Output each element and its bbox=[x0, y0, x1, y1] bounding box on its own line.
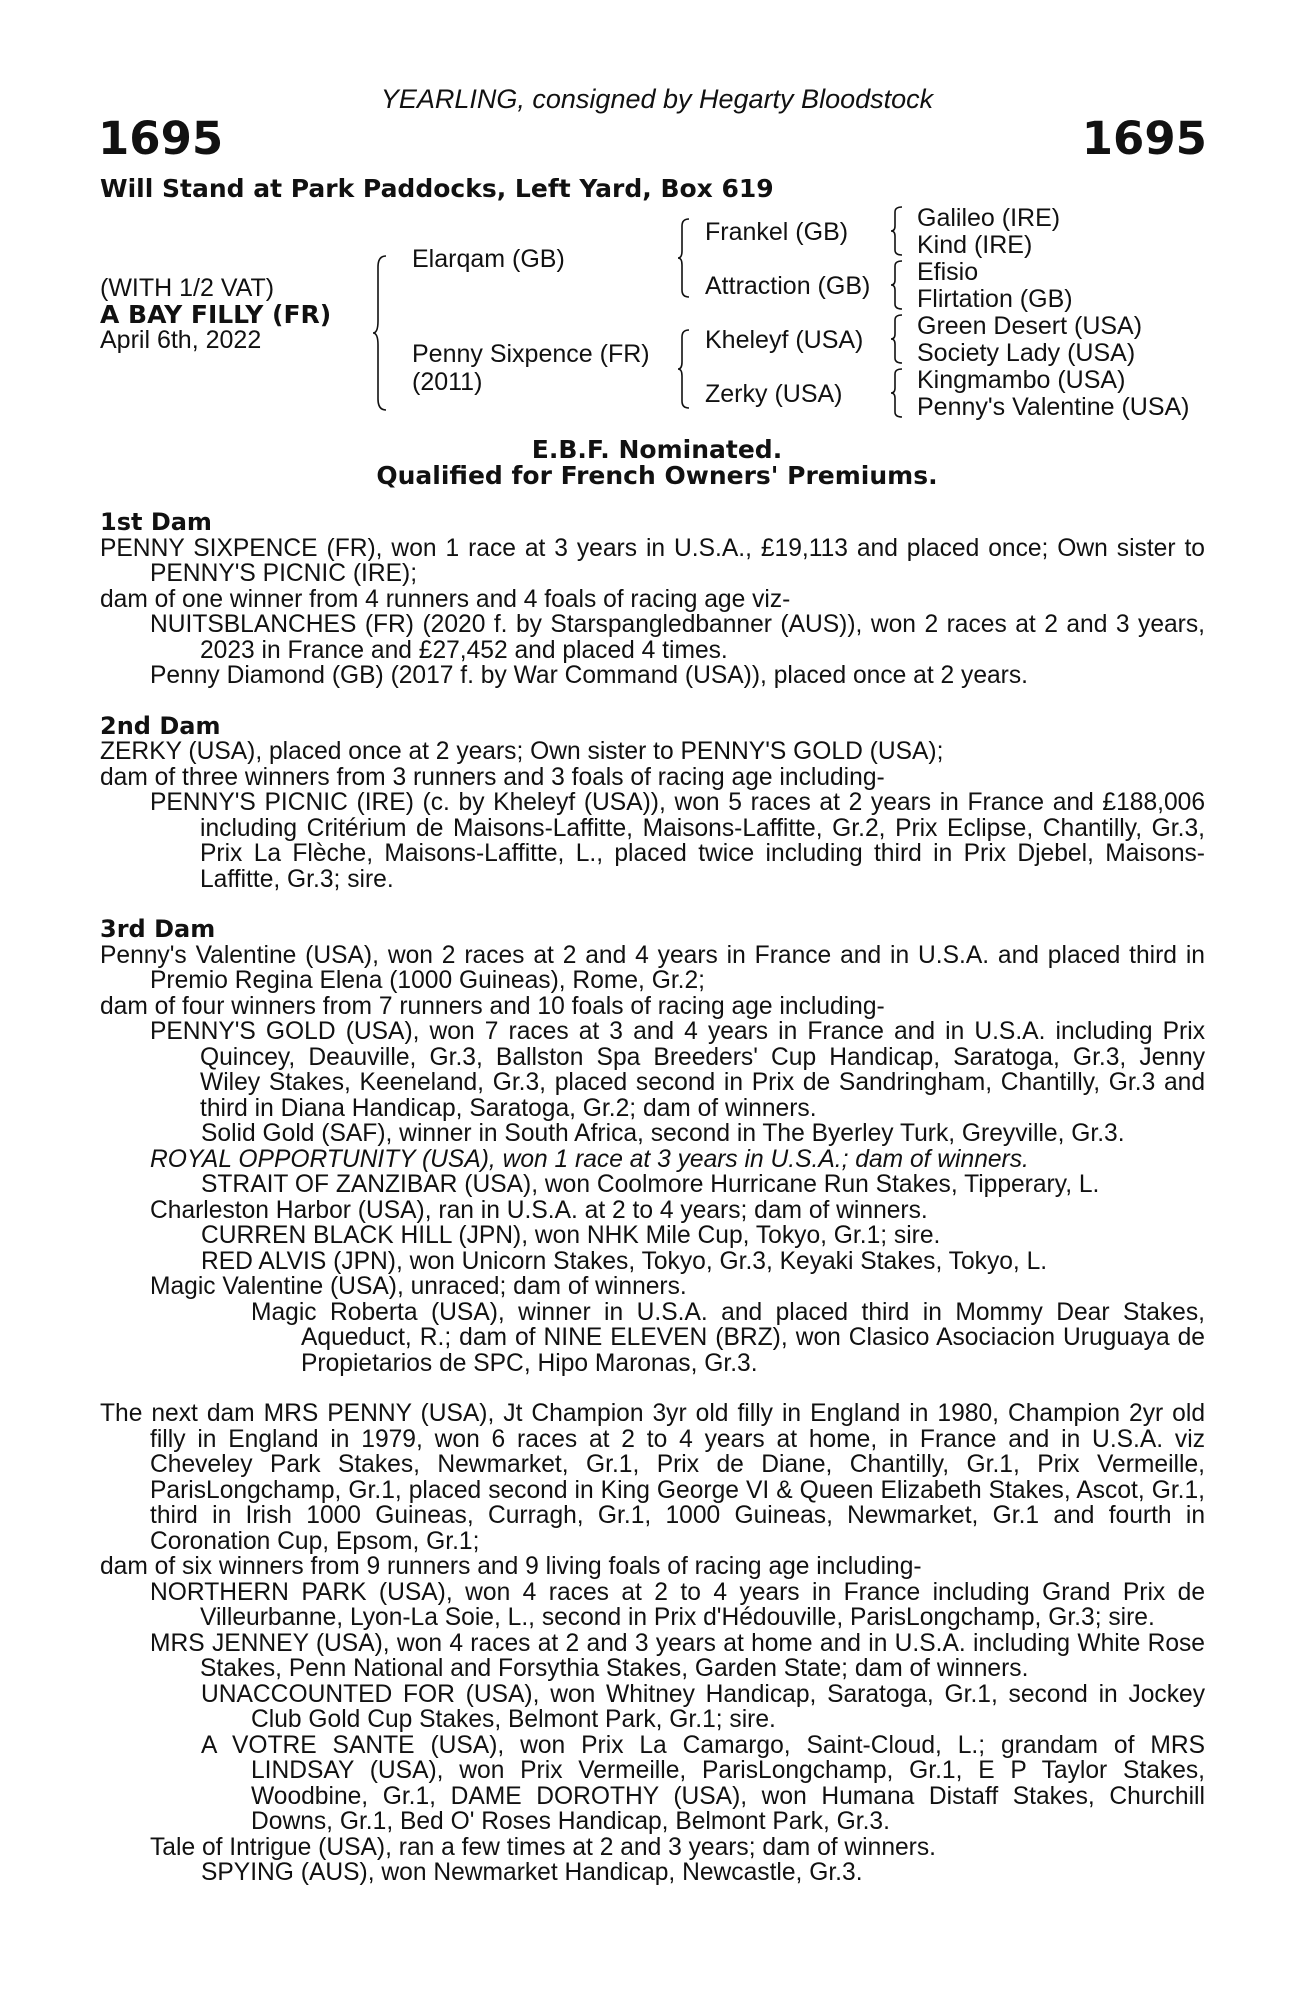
first-dam-foal: Penny Diamond (GB) (2017 f. by War Command (USA)), placed once at 2 years. bbox=[150, 662, 1028, 689]
pedigree-brace-ds bbox=[890, 314, 904, 364]
next-dam-para: The next dam MRS PENNY (USA), Jt Champion 3yr old filly in England in 1980, Champion 2yr old filly in England in 1979, won 6 races at 2 to 4 years at home, in France and in U.S.A. viz Cheveley Park Stakes, Newmarket, Gr.1, Prix de Diane, Chantilly, Gr.1, Prix Vermeille, ParisLongchamp, Gr.1, placed second in King George VI & Queen Elizabeth Stakes, Ascot, Gr.1, third in Irish 1000 Guineas, Curragh, Gr.1, 1000 Guineas, Newmarket, Gr.1 and fourth in Coronation Cup, Epsom, Gr.1; bbox=[100, 1400, 1205, 1555]
pedigree-dam-year: (2011) bbox=[412, 368, 483, 396]
pedigree-sds: Efisio bbox=[917, 258, 979, 286]
second-dam-heading: 2nd Dam bbox=[100, 711, 221, 740]
lot-number-left: 1695 bbox=[98, 112, 224, 165]
pedigree-dds: Kingmambo (USA) bbox=[917, 366, 1126, 394]
vat-note: (WITH 1/2 VAT) bbox=[100, 274, 275, 302]
horse-dob: April 6th, 2022 bbox=[100, 326, 262, 354]
first-dam-foal: NUITSBLANCHES (FR) (2020 f. by Starspangledbanner (AUS)), won 2 races at 2 and 3 years, 2023 in France and £27,452 and placed 4 times. bbox=[150, 611, 1205, 664]
pedigree-brace-dam bbox=[677, 329, 691, 409]
stand-location: Will Stand at Park Paddocks, Left Yard, Box 619 bbox=[100, 174, 774, 203]
second-dam-para: ZERKY (USA), placed once at 2 years; Own sister to PENNY'S GOLD (USA); bbox=[100, 738, 944, 765]
consigned-line: YEARLING, consigned by Hegarty Bloodstock bbox=[380, 84, 934, 114]
catalogue-body bbox=[100, 510, 1205, 1886]
next-dam-descendant: UNACCOUNTED FOR (USA), won Whitney Handicap, Saratoga, Gr.1, second in Jockey Club Gold Cup Stakes, Belmont Park, Gr.1; sire. bbox=[201, 1680, 1205, 1733]
pedigree-ddd: Penny's Valentine (USA) bbox=[917, 393, 1190, 421]
pedigree-dsd: Society Lady (USA) bbox=[917, 339, 1136, 367]
first-dam-para: PENNY SIXPENCE (FR), won 1 race at 3 years in U.S.A., £19,113 and placed once; Own sister to PENNY'S PICNIC (IRE); bbox=[100, 534, 1205, 587]
ebf-nominated: E.B.F. Nominated. bbox=[531, 435, 783, 464]
third-dam-foal: PENNY'S GOLD (USA), won 7 races at 3 and 4 years in France and in U.S.A. including Prix Quincey, Deauville, Gr.3, Ballston Spa Breeders' Cup Handicap, Saratoga, Gr.3, Jenny Wiley Stakes, Keeneland, Gr.3, placed second in Prix de Sandringham, Chantilly, Gr.3 and third in Diana Handicap, Saratoga, Gr.2; dam of winners. bbox=[150, 1018, 1205, 1122]
pedigree-sire: Elarqam (GB) bbox=[412, 245, 565, 273]
pedigree-brace-ss bbox=[890, 206, 904, 256]
next-dam-descendant: A VOTRE SANTE (USA), won Prix La Camargo, Saint-Cloud, L.; grandam of MRS LINDSAY (USA), won Prix Vermeille, ParisLongchamp, Gr.1, E P Taylor Stakes, Woodbine, Gr.1, DAME DOROTHY (USA), won Humana Distaff Stakes, Churchill Downs, Gr.1, Bed O' Roses Handicap, Belmont Park, Gr.3. bbox=[201, 1731, 1205, 1835]
pedigree-brace-sd bbox=[890, 260, 904, 310]
third-dam-descendant: CURREN BLACK HILL (JPN), won NHK Mile Cup, Tokyo, Gr.1; sire. bbox=[201, 1222, 941, 1249]
third-dam-foal: ROYAL OPPORTUNITY (USA), won 1 race at 3 years in U.S.A.; dam of winners. bbox=[150, 1145, 1029, 1173]
pedigree-sire-sire: Frankel (GB) bbox=[705, 218, 849, 246]
third-dam-record: dam of four winners from 7 runners and 10 foals of racing age including- bbox=[100, 992, 885, 1020]
pedigree-dam: Penny Sixpence (FR) bbox=[412, 340, 650, 368]
second-dam-record: dam of three winners from 3 runners and 3 foals of racing age including- bbox=[100, 763, 885, 791]
pedigree-ssd: Kind (IRE) bbox=[917, 231, 1033, 259]
pedigree-dam-sire: Kheleyf (USA) bbox=[705, 326, 864, 354]
next-dam-record: dam of six winners from 9 runners and 9 living foals of racing age including- bbox=[100, 1553, 922, 1580]
pedigree-sdd: Flirtation (GB) bbox=[917, 285, 1073, 313]
pedigree-brace-dd bbox=[890, 368, 904, 418]
horse-name: A BAY FILLY (FR) bbox=[100, 300, 332, 329]
owners-premiums: Qualified for French Owners' Premiums. bbox=[376, 461, 938, 490]
third-dam-descendant: Solid Gold (SAF), winner in South Africa, second in The Byerley Turk, Greyville, Gr.3. bbox=[201, 1120, 1125, 1147]
first-dam-heading: 1st Dam bbox=[100, 508, 212, 536]
first-dam-record: dam of one winner from 4 runners and 4 foals of racing age viz- bbox=[100, 585, 791, 613]
pedigree-brace-main bbox=[372, 255, 388, 411]
next-dam-foal: MRS JENNEY (USA), won 4 races at 2 and 3 years at home and in U.S.A. including White Rose Stakes, Penn National and Forsythia Stakes, Garden State; dam of winners. bbox=[150, 1629, 1205, 1682]
next-dam-foal: NORTHERN PARK (USA), won 4 races at 2 to 4 years in France including Grand Prix de Villeurbanne, Lyon-La Soie, L., second in Prix d'Hédouville, ParisLongchamp, Gr.3; sire. bbox=[150, 1578, 1205, 1631]
lot-number-right: 1695 bbox=[1081, 112, 1207, 165]
pedigree-sire-dam: Attraction (GB) bbox=[705, 272, 871, 300]
second-dam-foal: PENNY'S PICNIC (IRE) (c. by Kheleyf (USA)), won 5 races at 2 years in France and £188,006 including Critérium de Maisons-Laffitte, Maisons-Laffitte, Gr.2, Prix Eclipse, Chantilly, Gr.3, Prix La Flèche, Maisons-Laffitte, L., placed twice including third in Prix Djebel, Maisons-Laffitte, Gr.3; sire. bbox=[150, 789, 1205, 893]
pedigree-brace-sire bbox=[677, 218, 691, 298]
third-dam-heading: 3rd Dam bbox=[100, 915, 216, 943]
third-dam-descendant: RED ALVIS (JPN), won Unicorn Stakes, Tokyo, Gr.3, Keyaki Stakes, Tokyo, L. bbox=[201, 1247, 1048, 1275]
third-dam-foal: Charleston Harbor (USA), ran in U.S.A. at 2 to 4 years; dam of winners. bbox=[150, 1196, 928, 1224]
third-dam-descendant: STRAIT OF ZANZIBAR (USA), won Coolmore Hurricane Run Stakes, Tipperary, L. bbox=[201, 1171, 1100, 1198]
pedigree-dam-dam: Zerky (USA) bbox=[705, 380, 843, 408]
third-dam-foal: Magic Valentine (USA), unraced; dam of winners. bbox=[150, 1273, 687, 1300]
next-dam-descendant: SPYING (AUS), won Newmarket Handicap, Newcastle, Gr.3. bbox=[201, 1859, 863, 1886]
pedigree-sss: Galileo (IRE) bbox=[917, 204, 1061, 232]
third-dam-para: Penny's Valentine (USA), won 2 races at 2 and 4 years in France and in U.S.A. and placed third in Premio Regina Elena (1000 Guineas), Rome, Gr.2; bbox=[100, 941, 1205, 994]
third-dam-descendant: Magic Roberta (USA), winner in U.S.A. and placed third in Mommy Dear Stakes, Aqueduct, R.; dam of NINE ELEVEN (BRZ), won Clasico Asociacion Uruguaya de Propietarios de SPC, Hipo Maronas, Gr.3. bbox=[251, 1298, 1205, 1377]
next-dam-foal: Tale of Intrigue (USA), ran a few times at 2 and 3 years; dam of winners. bbox=[150, 1833, 936, 1861]
pedigree-dss: Green Desert (USA) bbox=[917, 312, 1143, 340]
